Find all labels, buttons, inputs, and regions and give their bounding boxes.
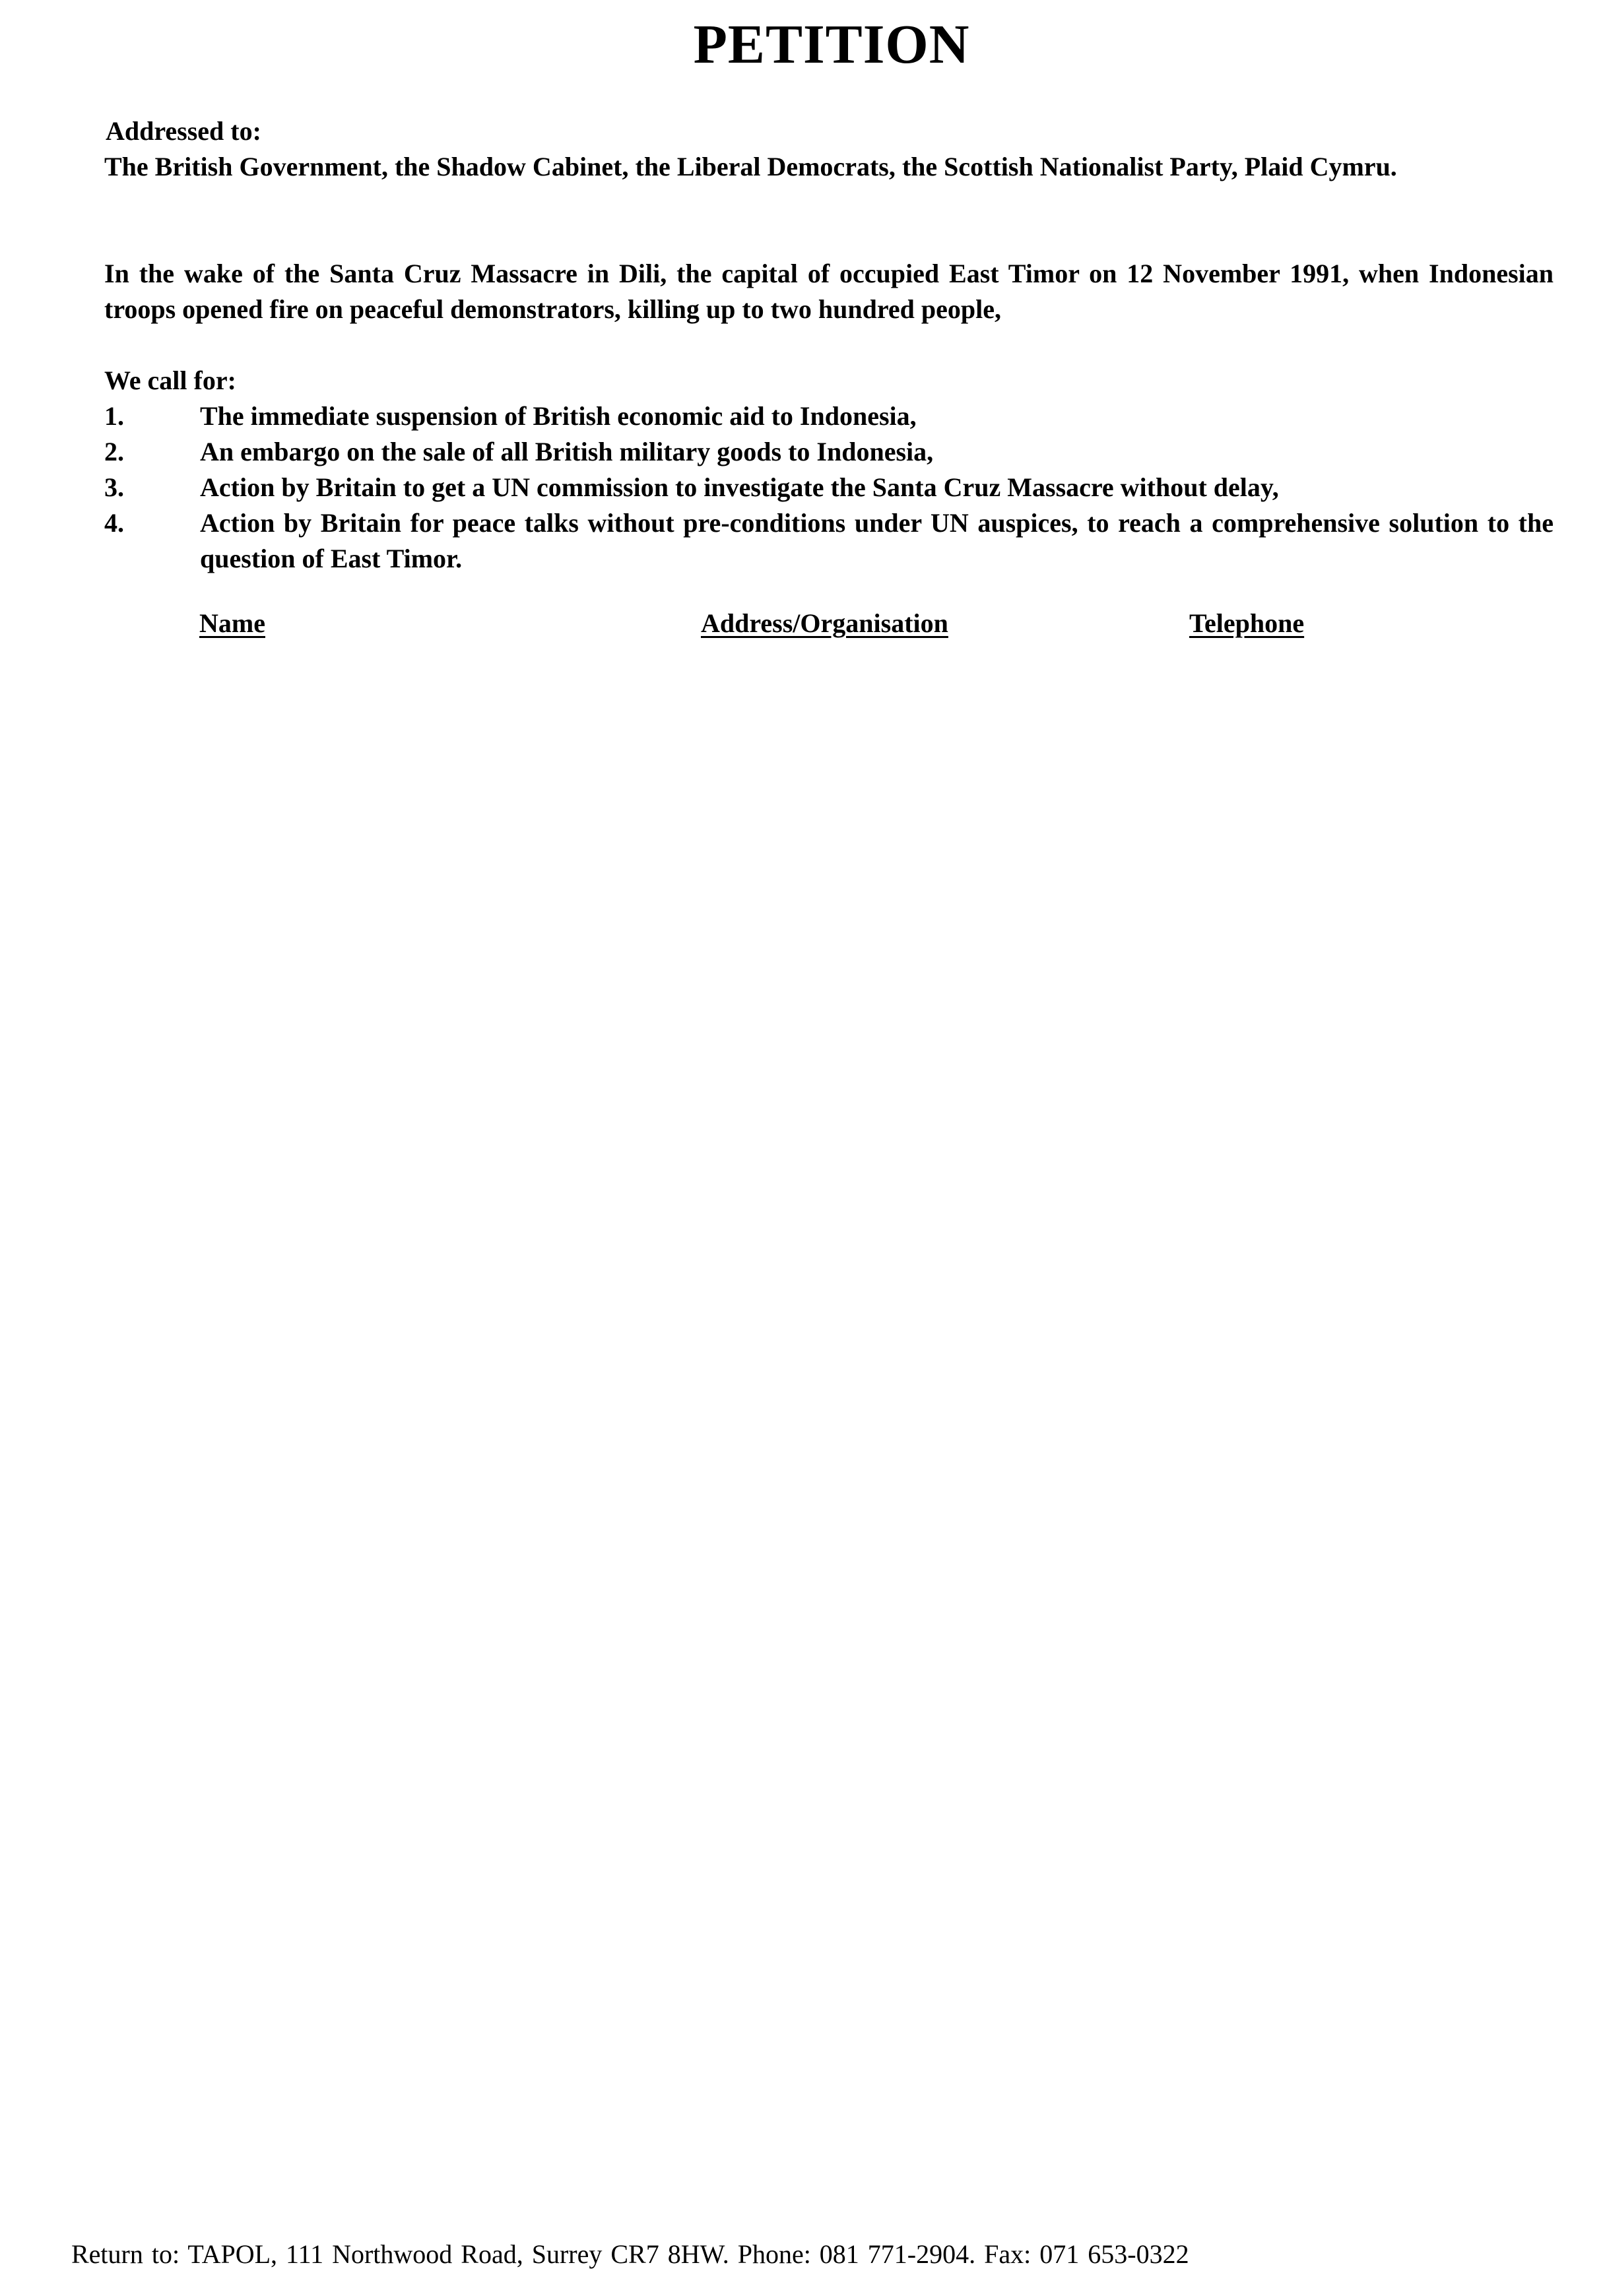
demand-text: An embargo on the sale of all British military goods to Indonesia, xyxy=(200,437,934,466)
call-for-label: We call for: xyxy=(104,366,236,395)
demand-item xyxy=(104,505,1554,577)
demand-number: 2. xyxy=(104,437,124,466)
demand-number: 1. xyxy=(104,401,124,431)
addressees-paragraph: The British Government, the Shadow Cabinet, the Liberal Democrats, the Scottish Nationalist Party, Plaid Cymru. xyxy=(104,152,1397,181)
telephone-column-header: Telephone xyxy=(1189,608,1305,638)
addressed-to-label: Addressed to: xyxy=(106,116,261,146)
signature-area xyxy=(104,660,1554,2190)
demand-text: Action by Britain to get a UN commission to investigate the Santa Cruz Massacre without delay, xyxy=(200,472,1279,502)
signature-column-headers xyxy=(0,606,1605,645)
demand-item xyxy=(104,470,1554,505)
demands-list xyxy=(104,399,1554,577)
demand-number: 3. xyxy=(104,472,124,502)
demand-item xyxy=(104,399,1554,434)
address-column-header: Address/Organisation xyxy=(701,608,948,638)
name-column-header: Name xyxy=(199,608,265,638)
return-address-footer: Return to: TAPOL, 111 Northwood Road, Surrey CR7 8HW. Phone: 081 771-2904. Fax: 071 653-0322 xyxy=(71,2239,1189,2269)
demand-text: Action by Britain for peace talks without pre-conditions under UN auspices, to reach a comprehensive solution to the question of East Timor. xyxy=(200,508,1554,573)
demand-number: 4. xyxy=(104,508,124,538)
demand-item xyxy=(104,434,1554,470)
context-paragraph: In the wake of the Santa Cruz Massacre in Dili, the capital of occupied East Timor on 12 November 1991, when Indonesian troops opened fire on peaceful demonstrators, killing up to two hundred people, xyxy=(104,259,1554,324)
page-title: PETITION xyxy=(693,14,970,75)
demand-text: The immediate suspension of British economic aid to Indonesia, xyxy=(200,401,917,431)
